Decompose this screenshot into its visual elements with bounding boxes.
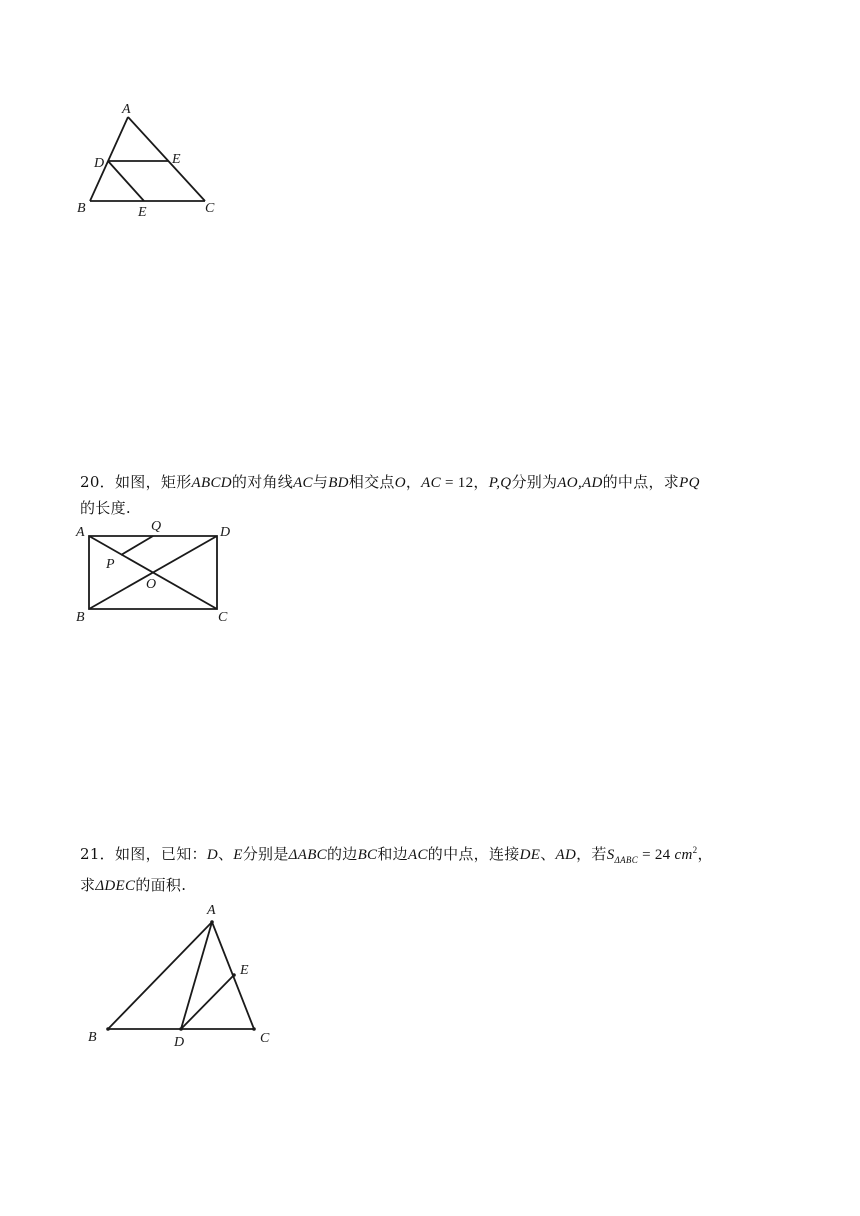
text: 与 [312, 473, 329, 491]
text: 的边 [326, 845, 358, 863]
point-d [179, 1027, 183, 1031]
segment-ac [128, 117, 205, 201]
math-area-subscript: ΔABC [614, 855, 639, 865]
label-a: A [76, 525, 85, 540]
math-d: D [206, 847, 218, 863]
math-triangle-dec: ΔDEC [95, 878, 136, 894]
text: 分别是 [242, 845, 289, 863]
math-o: O [394, 475, 406, 491]
text: 、 [217, 845, 234, 863]
math-eq-12: = 12 [440, 475, 474, 491]
label-c: C [205, 201, 215, 216]
question-number: 21． [80, 845, 115, 863]
point-e [232, 973, 236, 977]
label-p: P [106, 557, 115, 572]
math-abcd: ABCD [191, 475, 232, 491]
math-pq: PQ [679, 475, 700, 491]
math-ad: AD [555, 847, 577, 863]
label-a: A [122, 102, 131, 117]
text: ， [405, 473, 422, 491]
label-b: B [76, 610, 85, 625]
text: 求 [80, 876, 96, 894]
math-unit: cm [674, 847, 693, 863]
text: ， [473, 473, 489, 491]
question-number: 20． [80, 473, 115, 491]
segment-pq [121, 536, 153, 555]
math-ao-ad: AO,AD [557, 475, 603, 491]
label-o: O [146, 577, 157, 592]
text: 和边 [377, 845, 408, 863]
math-bc: BC [357, 847, 378, 863]
text: 的对角线 [231, 473, 294, 491]
label-e: E [240, 963, 249, 978]
text: 相交点 [348, 473, 395, 491]
text: 如图，已知： [115, 845, 207, 863]
label-c: C [218, 610, 228, 625]
math-ac-eq: AC [421, 475, 441, 491]
text: 的面积. [135, 876, 187, 894]
label-e-bottom: E [138, 205, 147, 220]
text: 的中点，连接 [427, 845, 520, 863]
question-21 [80, 838, 790, 899]
point-b [106, 1027, 110, 1031]
math-bd: BD [328, 475, 349, 491]
label-e-top: E [172, 152, 181, 167]
math-ac: AC [293, 475, 313, 491]
text: 如图，矩形 [115, 473, 192, 491]
label-a: A [207, 903, 216, 918]
math-unit-exponent: 2 [692, 845, 698, 855]
label-q: Q [151, 519, 162, 534]
text: 的长度. [80, 499, 131, 517]
text: 的中点，求 [602, 473, 680, 491]
math-area-symbol: S [606, 847, 615, 863]
figure-triangle-abc-21 [80, 898, 280, 1050]
math-pq-points: P,Q [488, 475, 512, 491]
segment-de-bottom [108, 161, 144, 201]
label-d: D [174, 1035, 185, 1050]
point-a [210, 920, 214, 924]
text: 分别为 [511, 473, 558, 491]
figure-rectangle-abcd [72, 516, 242, 628]
label-b: B [77, 201, 86, 216]
text: 、 [540, 845, 556, 863]
math-area-value: = 24 [638, 847, 675, 863]
math-e: E [233, 847, 243, 863]
text: ，若 [576, 845, 607, 863]
question-20 [80, 470, 790, 521]
label-d: D [220, 525, 231, 540]
figure-triangle-abc-19 [72, 98, 222, 222]
text: ， [697, 845, 713, 863]
label-d: D [94, 156, 105, 171]
math-de: DE [519, 847, 541, 863]
label-c: C [260, 1031, 270, 1046]
math-triangle-abc: ΔABC [288, 847, 327, 863]
label-b: B [88, 1030, 97, 1045]
point-c [252, 1027, 256, 1031]
math-ac: AC [407, 847, 428, 863]
